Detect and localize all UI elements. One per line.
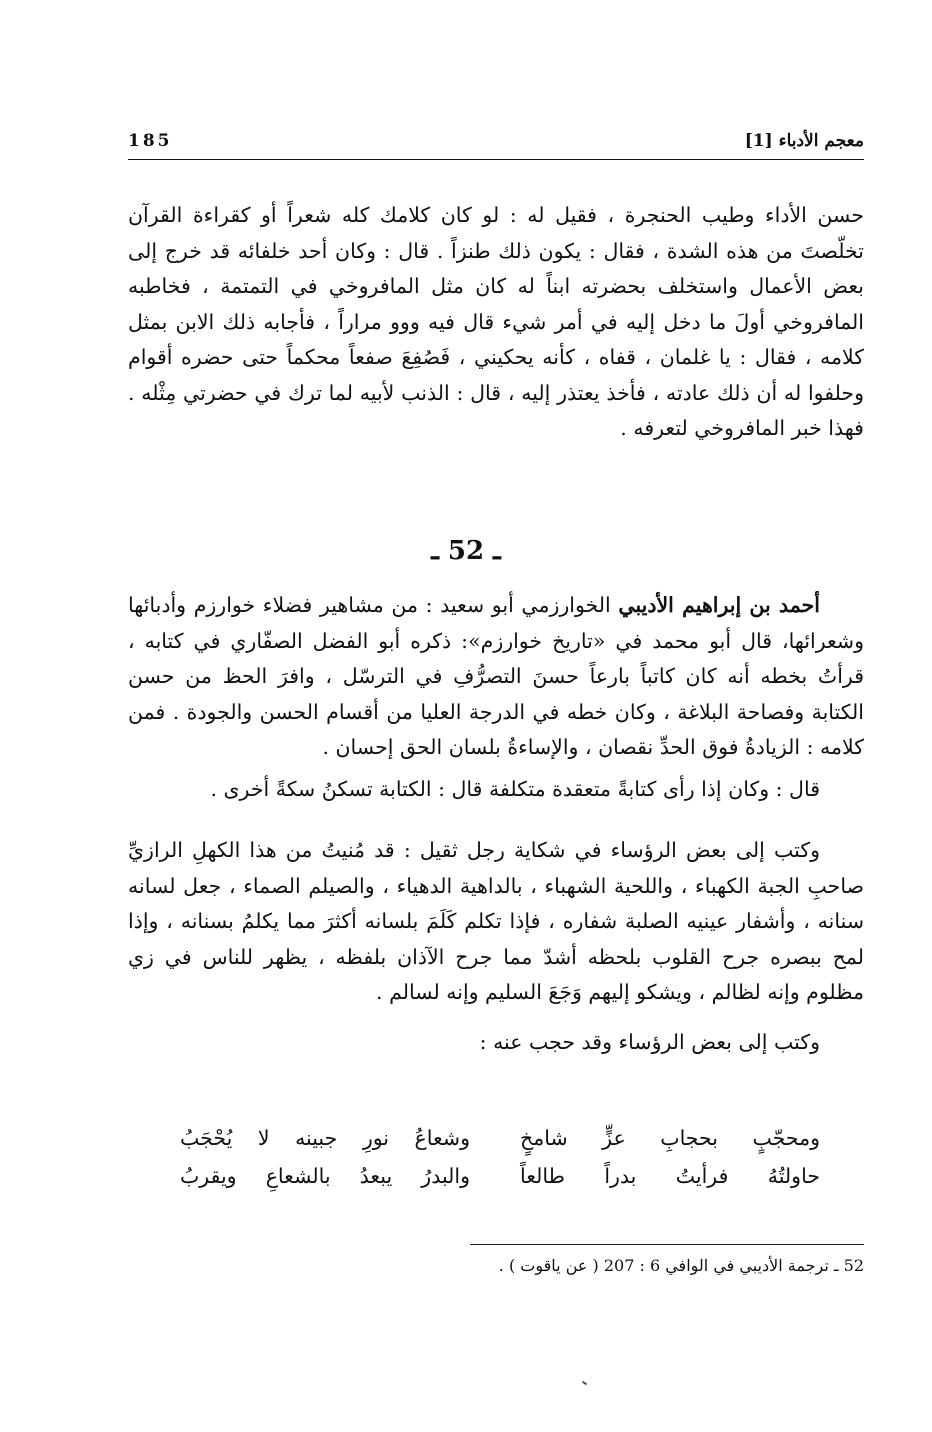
entry-paragraph-2: قال : وكان إذا رأى كتابةً متعقدة متكلفة قال : الكتابة تسكنُ سكةً أخرى . bbox=[210, 776, 820, 801]
book-title: معجم الأدباء [1] bbox=[744, 131, 864, 151]
entry-intro-text: الخوارزمي أبو سعيد : من مشاهير فضلاء خوارزم وأدبائها وشعرائها، قال أبو محمد في «تاريخ خوارزم»: ذكره أبو الفضل الصفّاري في كتابه ، قرأتُ بخطه أنه كان كاتباً بارعاً حسنَ التصرُّفِ في الترسّل ، وافرَ الحظ من حسن الكتابة وفصاحة البلاغة ، وكان خطه في الدرجة العليا من أقسام الحسن والجودة . فمن كلامه : الزيادةُ فوق الحدِّ نقصان ، والإساءةُ بلسان الحق إحسان . bbox=[128, 593, 864, 759]
footnote-rule bbox=[470, 1244, 864, 1245]
verse-line bbox=[180, 1126, 820, 1164]
poem bbox=[180, 1126, 820, 1202]
entry-paragraph-4: وكتب إلى بعض الرؤساء وقد حجب عنه : bbox=[479, 1029, 820, 1054]
header-rule bbox=[128, 159, 864, 160]
entry-number: ـ 52 ـ bbox=[431, 536, 501, 566]
verse-first-hemistich: حاولتُهُ فرأيتُ بدراً طالعاً bbox=[520, 1164, 820, 1188]
continued-paragraph bbox=[128, 198, 864, 447]
entry-name: أحمد بن إبراهيم الأديبي bbox=[618, 593, 820, 617]
footnote: 52 ـ ترجمة الأديبي في الوافي 6 : 207 ( عن ياقوت ) . bbox=[498, 1256, 864, 1275]
entry-paragraph-3: وكتب إلى بعض الرؤساء في شكاية رجل ثقيل : قد مُنيتُ من هذا الكهلِ الرازيِّ صاحبِ الجبة الكهباء ، واللحية الشهباء ، بالداهية الدهياء ، والصيلم الصماء ، جعل لسانه سنانه ، وأشفار عينيه الصلبة شفاره ، فإذا تكلم كَلَمَ بلسانه أكثرَ مما يكلمُ بسنانه ، وإذا لمح ببصره جرح القلوب بلحظه أشدّ مما جرح الآذان بلفظه ، يظهر للناس في زي مظلوم وإنه لظالم ، ويشكو إليهم وَجَعَ السليم وإنه لسالم . bbox=[128, 838, 864, 1004]
running-header bbox=[128, 127, 864, 161]
scan-speck bbox=[582, 1381, 587, 1386]
verse-second-hemistich: وشعاعُ نورِ جبينه لا يُحْجَبُ bbox=[180, 1126, 470, 1150]
verse-line bbox=[180, 1164, 820, 1202]
page-number: 185 bbox=[128, 131, 173, 151]
verse-second-hemistich: والبدرُ يبعدُ بالشعاعِ ويقربُ bbox=[180, 1164, 470, 1188]
paragraph-text: حسن الأداء وطيب الحنجرة ، فقيل له : لو كان كلامك كله شعراً أو كقراءة القرآن تخلّصتَ من هذه الشدة ، فقال : يكون ذلك طنزاً . قال : وكان أحد خلفائه قد خرج إلى بعض الأعمال واستخلف بحضرته ابناً له كان مثل المافروخي في التمتمة ، فخاطبه المافروخي أولَ ما دخل إليه في أمر شيء قال فيه ووو مراراً ، فأجابه ذلك الابن بمثل كلامه ، فقال : يا غلمان ، قفاه ، كأنه يحكيني ، فَصُفِعَ صفعاً محكماً حتى حضره أقوام وحلفوا له أن ذلك عادته ، فأخذ يعتذر إليه ، قال : الذنب لأبيه لما ترك في حضرتي مِثْله . فهذا خبر المافروخي لتعرفه . bbox=[128, 203, 864, 440]
entry-intro-paragraph bbox=[128, 588, 864, 766]
verse-first-hemistich: ومحجّبٍ بحجابِ عزٍّ شامخٍ bbox=[520, 1126, 820, 1150]
entry-body bbox=[128, 588, 864, 1060]
